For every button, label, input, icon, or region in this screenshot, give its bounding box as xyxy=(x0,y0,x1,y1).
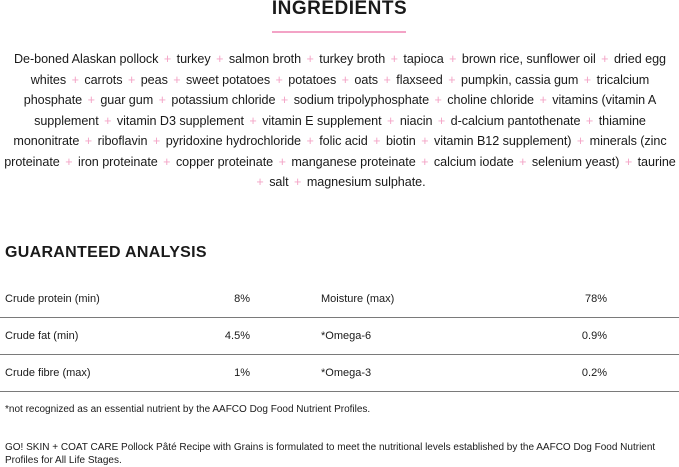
ingredient-item: iron proteinate xyxy=(77,154,158,169)
ingredient-item: salt xyxy=(269,175,289,189)
ingredient-item: turkey xyxy=(176,52,211,66)
nutrient-label: Crude fat (min) xyxy=(5,330,79,342)
footnote: *not recognized as an essential nutrient by the AAFCO Dog Food Nutrient Profiles. xyxy=(5,404,371,415)
plus-separator-icon: + xyxy=(539,93,547,107)
ingredient-item: pyridoxine hydrochloride xyxy=(165,134,301,148)
ingredient-item: vitamin E supplement xyxy=(262,113,382,128)
ingredient-item: vitamin D3 supplement xyxy=(116,113,244,128)
ingredient-item: taurine xyxy=(637,154,676,169)
table-row xyxy=(0,318,679,355)
table-row xyxy=(0,355,679,392)
ingredient-item: vitamins (vitamin A supplement xyxy=(34,93,657,128)
ingredient-item: sweet potatoes xyxy=(186,72,271,87)
plus-separator-icon: + xyxy=(583,72,592,87)
nutrient-value: 8% xyxy=(234,293,250,305)
guaranteed-analysis-heading: GUARANTEED ANALYSIS xyxy=(5,244,207,261)
plus-separator-icon: + xyxy=(585,113,594,128)
nutrient-label: *Omega-6 xyxy=(321,330,372,342)
ingredient-item: guar gum xyxy=(100,93,154,107)
plus-separator-icon: + xyxy=(576,134,585,148)
plus-separator-icon: + xyxy=(519,154,527,169)
plus-separator-icon: + xyxy=(390,52,398,66)
plus-separator-icon: + xyxy=(383,72,391,87)
ingredient-item: brown rice, sunflower oil xyxy=(461,52,596,66)
plus-separator-icon: + xyxy=(341,72,349,87)
nutrient-label: *Omega-3 xyxy=(321,367,372,379)
ingredient-item: minerals (zinc proteinate xyxy=(4,134,667,169)
plus-separator-icon: + xyxy=(65,154,73,169)
plus-separator-icon: + xyxy=(387,113,395,128)
nutrient-label: Moisture (max) xyxy=(321,293,395,305)
plus-separator-icon: + xyxy=(104,113,112,128)
plus-separator-icon: + xyxy=(163,52,172,66)
ingredient-item: salmon broth xyxy=(228,52,302,66)
plus-separator-icon: + xyxy=(601,52,609,66)
plus-separator-icon: + xyxy=(306,52,314,66)
nutrient-value: 0.2% xyxy=(581,367,607,379)
plus-separator-icon: + xyxy=(158,93,166,107)
plus-separator-icon: + xyxy=(152,134,161,148)
guaranteed-analysis-table xyxy=(0,281,679,392)
ingredient-item: calcium iodate xyxy=(433,154,514,169)
plus-separator-icon: + xyxy=(275,72,283,87)
plus-separator-icon: + xyxy=(173,72,181,87)
plus-separator-icon: + xyxy=(373,134,381,148)
ingredient-item: potassium chloride xyxy=(171,93,276,107)
ingredient-item: tricalcium phosphate xyxy=(23,72,650,107)
plus-separator-icon: + xyxy=(216,52,224,66)
ingredient-item: flaxseed xyxy=(396,72,443,87)
ingredient-item: thiamine mononitrate xyxy=(13,113,646,148)
nutrient-value: 4.5% xyxy=(224,330,250,342)
ingredient-item: riboflavin xyxy=(97,134,148,148)
ingredient-item: De-boned Alaskan pollock xyxy=(13,52,159,66)
ingredient-item: magnesium sulphate. xyxy=(306,175,426,189)
ingredient-item: manganese proteinate xyxy=(291,154,416,169)
plus-separator-icon: + xyxy=(280,93,289,107)
ingredient-item: carrots xyxy=(84,72,123,87)
plus-separator-icon: + xyxy=(306,134,314,148)
ingredient-item: choline chloride xyxy=(447,93,534,107)
ingredient-item: copper proteinate xyxy=(175,154,274,169)
ingredient-item: biotin xyxy=(385,134,416,148)
ingredient-item: d-calcium pantothenate xyxy=(450,113,581,128)
plus-separator-icon: + xyxy=(421,134,429,148)
plus-separator-icon: + xyxy=(421,154,429,169)
ingredient-item: tapioca xyxy=(403,52,444,66)
ingredient-item: vitamin B12 supplement) xyxy=(433,134,572,148)
ingredient-item: pumpkin, cassia gum xyxy=(460,72,579,87)
plus-separator-icon: + xyxy=(434,93,442,107)
ingredient-item: sodium tripolyphosphate xyxy=(293,93,430,107)
heading-underline xyxy=(272,31,406,33)
ingredient-item: selenium yeast) xyxy=(531,154,620,169)
aafco-statement: GO! SKIN + COAT CARE Pollock Pâté Recipe with Grains is formulated to meet the nutritional levels established by the AAFCO Dog Food Nutrient Profiles for All Life Stages. xyxy=(5,442,656,466)
plus-separator-icon: + xyxy=(437,113,446,128)
plus-separator-icon: + xyxy=(294,175,302,189)
ingredient-item: niacin xyxy=(399,113,433,128)
plus-separator-icon: + xyxy=(71,72,79,87)
plus-separator-icon: + xyxy=(84,134,93,148)
ingredient-item: oats xyxy=(354,72,379,87)
nutrient-value: 78% xyxy=(584,293,607,305)
plus-separator-icon: + xyxy=(278,154,286,169)
plus-separator-icon: + xyxy=(448,72,456,87)
nutrient-value: 0.9% xyxy=(581,330,607,342)
plus-separator-icon: + xyxy=(449,52,457,66)
ingredient-item: dried egg whites xyxy=(30,52,667,87)
ingredients-heading: INGREDIENTS xyxy=(271,0,408,19)
plus-separator-icon: + xyxy=(624,154,633,169)
plus-separator-icon: + xyxy=(127,72,136,87)
plus-separator-icon: + xyxy=(87,93,95,107)
table-row xyxy=(0,281,679,318)
ingredient-item: peas xyxy=(140,72,168,87)
ingredient-item: potatoes xyxy=(288,72,337,87)
ingredient-item: turkey broth xyxy=(319,52,386,66)
nutrient-value: 1% xyxy=(234,367,250,379)
nutrient-label: Crude fibre (max) xyxy=(5,367,91,379)
ingredient-item: folic acid xyxy=(319,134,368,148)
plus-separator-icon: + xyxy=(249,113,257,128)
nutrient-label: Crude protein (min) xyxy=(5,293,100,305)
plus-separator-icon: + xyxy=(256,175,264,189)
ingredients-list xyxy=(4,49,676,193)
plus-separator-icon: + xyxy=(163,154,171,169)
